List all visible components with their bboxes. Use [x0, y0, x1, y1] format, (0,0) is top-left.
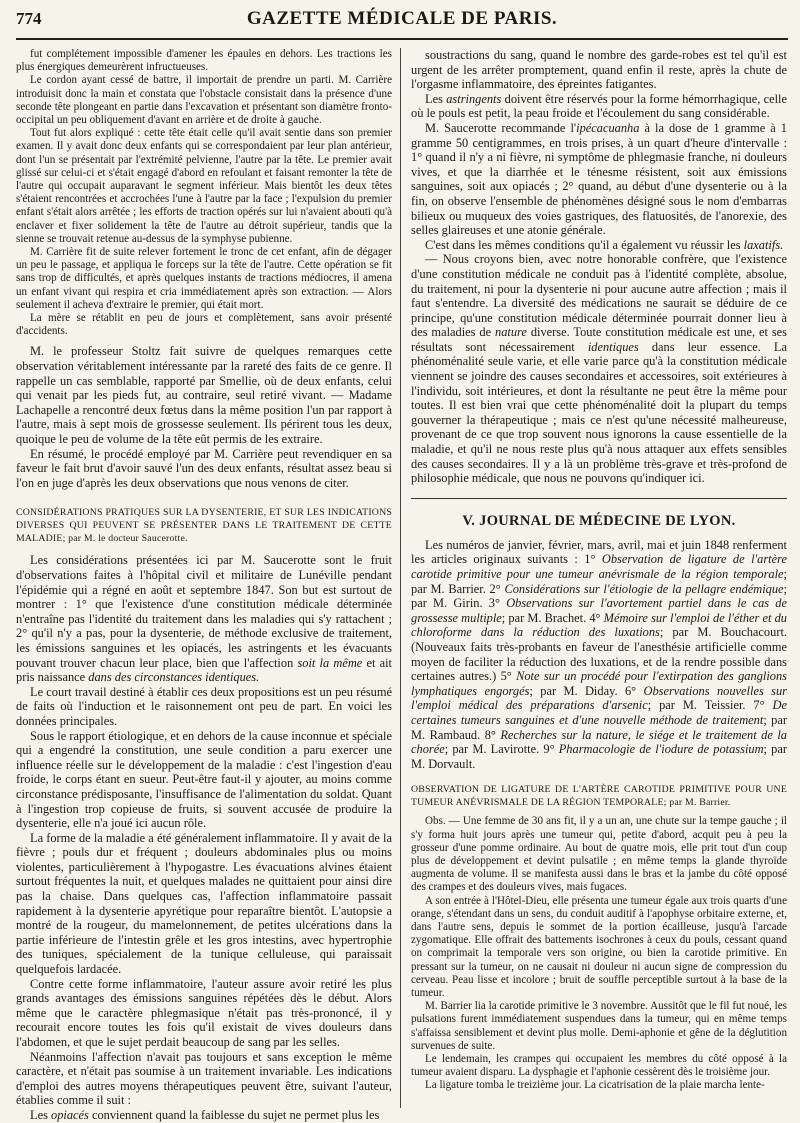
paragraph: [411, 538, 787, 772]
text-run: ; par M. Rambaud. 8°: [411, 712, 787, 742]
journal-title: GAZETTE MÉDICALE DE PARIS.: [246, 8, 558, 29]
text-run: diverse. Toute constitution médicale est une, et ses résultats sont nécessairement: [411, 325, 787, 354]
paragraph: fut complétement impossible d'amener les épaules en dehors. Les tractions les plus énergiques demeurèrent infructueuses.: [16, 48, 392, 74]
text-run: C'est dans les mêmes conditions qu'il a également vu réussir les: [425, 237, 741, 252]
text-run: ; par M. Lavirotte. 9°: [444, 742, 555, 757]
text-run: conviennent quand la faiblesse du sujet ne permet plus les: [91, 1107, 380, 1122]
paragraph: [411, 121, 787, 238]
text-run: ; par M. Diday. 6°: [529, 683, 637, 698]
right-column: [401, 48, 787, 1108]
paragraph: [411, 92, 787, 121]
italic-run: Mémoire sur l'emploi de l'éther et du chloroforme dans la réduction des luxations: [411, 610, 787, 640]
paragraph: M. le professeur Stoltz fait suivre de quelques remarques cette observation véritablement intéressante par la rareté des faits de ce genre. Il rappelle un cas semblable, rapporté par Smellie, où de deux enfants, celui qui venait par les pieds fut, au contraire, seul retiré vivant. — Madame Lachapelle a rencontré deux fœtus dans la même position l'un par rapport à l'autre, mais à sept mois de grossesse seulement. Ils périrent tous les deux, quoique le peu de volume de la tête eût permis de les extraire.: [16, 344, 392, 447]
section-title: OBSERVATION DE LIGATURE DE L'ARTÈRE CAROTIDE PRIMITIVE POUR UNE TUMEUR ANÉVRISMALE DE LA RÉGION TEMPORALE: [411, 784, 787, 809]
text-run: dans leur essence. La phénoménalité seule varie, et elle varie parce qu'à la constitution médicale viennent se joindre des causes secondaires et accessoires, soit extérieures à l'individu, soit intérieures, et dont la résultante ne peut être la même pour toutes. Il est bien vrai que cette phénoménalité doit la plupart du temps gouverner la thérapeutique ; mais ce n'est qu'une nécessité malheureuse, provenant de ce que trop souvent nous ignorons la cause essentielle de la maladie, et qu'il ne nous reste plus qu'à nous attaquer aux effets sensibles des causes secondaires. Il y a là un problème très-grave et très-profond de philosophie médicale, que nous ne pouvons qu'indiquer ici.: [411, 339, 787, 486]
paragraph: [411, 252, 787, 486]
text-run: ; par M. Barrier. 2°: [411, 567, 787, 596]
paragraph: La forme de la maladie a été généralement inflammatoire. Il y avait de la fièvre ; pouls dur et fréquent ; douleurs abdominales plus ou moins violentes, particulièrement à l'hypogastre. Les évacuations alvines étaient surtout fréquentes la nuit, et quelques malades ne quittaient pour ainsi dire pas la chaise. Dans quelques cas, l'affection inflammatoire passait rapidement à la dysenterie apyrétique pour reparaître bientôt. L'autopsie a montré de la rougeur, du mamelonnement, de petites ulcérations dans la partie inférieure de l'intestin grêle et les gros intestins, avec hypertrophie des tuniques, spécialement de la tunique celluleuse, qui paraissait quelquefois lardacée.: [16, 830, 392, 977]
italic-run: opiacés: [51, 1107, 89, 1122]
italic-run: Observation de ligature de l'artère carotide primitive pour une tumeur anévrismale de la région temporale: [411, 552, 787, 581]
italic-run: soit la même: [297, 655, 363, 670]
text-run: ; par M. Bouchacourt. (Nouveaux faits très-probants en faveur de l'anesthésie artificielle comme moyen de faciliter la réduction des luxations, et de la rendre possible dans certaines autres.) 5°: [411, 625, 787, 684]
paragraph: La ligature tomba le treizième jour. La cicatrisation de la plaie marcha lente-: [425, 1079, 765, 1092]
text-run: Les considérations présentées ici par M. Saucerotte sont le fruit d'observations faites à l'hôpital civil et militaire de Lunéville pendant l'épidémie qui a régné en août et septembre 1847. Son but est surtout de montrer : 1° que l'existence d'une constitution médicale déterminée n'entraîne pas l'identité du traitement dans les maladies qui s'y rattachent ; 2° qu'il n'y a pas, pour la dysenterie, de méthode exclusive de traitement, les émissions sanguines et les opiacés, les astringents et les évacuants pouvant trouver chacun leur place, bien que l'affection: [16, 553, 392, 670]
section-heading-dysentery: [16, 506, 392, 545]
italic-run: nature: [495, 325, 527, 340]
paragraph: soustractions du sang, quand le nombre des garde-robes est tel qu'il est urgent de les arrêter promptement, quand enfin il reste, après la chute de l'orgasme inflammatoire, des épreintes fatigantes.: [411, 48, 787, 92]
paragraph: Sous le rapport étiologique, et en dehors de la cause inconnue et spéciale qui a engendré la constitution, une seule condition a paru exercer une influence réelle sur le développement de la maladie : c'est l'ingestion d'eau froide, le corps étant en sueur. Peut-être faut-il y ajouter, au moins comme circonstance prédisposante, l'insuffisance de l'alimentation du soldat. Quant à l'ingestion trop copieuse de fruits, si souvent accusée de produire la dysenterie, elle n'a joué ici aucun rôle.: [16, 728, 392, 831]
text-run: ; par M. Girin. 3°: [411, 581, 787, 611]
text-run: Les: [30, 1107, 48, 1122]
italic-run: Note sur un procédé pour l'extirpation des ganglions lymphatiques engorgés: [411, 669, 787, 698]
text-run: ; par M. Dorvault.: [411, 742, 787, 771]
section-rule: [411, 498, 787, 499]
page-number: 774: [16, 9, 42, 28]
paragraph: Le cordon ayant cessé de battre, il importait de prendre un parti. M. Carrière introduisit donc la main et constata que l'obstacle consistait dans la présence d'une seconde tête plongeant en partie dans l'excavation et présentant son diamètre fronto-occipital un peu obliquement d'avant en arrière et de droite à gauche.: [16, 74, 392, 127]
paragraph: Contre cette forme inflammatoire, l'auteur assure avoir retiré les plus grands avantages des émissions sanguines répétées dès le début. Alors même que le caractère phlegmasique n'était pas très-prononcé, il y recourait encore toutes les fois qu'il existait de vives douleurs dans l'abdomen, et que le sujet perdait beaucoup de sang par les selles.: [16, 976, 392, 1049]
columns: [16, 48, 788, 1122]
page-header: [16, 8, 788, 38]
text-run: M. Saucerotte recommande l': [425, 120, 577, 135]
text-run: ; par M. Teissier. 7°: [647, 698, 765, 713]
journal-heading: V. JOURNAL DE MÉDECINE DE LYON.: [462, 512, 736, 529]
text-run: Les: [425, 91, 443, 106]
italic-run: Recherches sur la nature, le siége et le traitement de la chorée: [411, 727, 787, 757]
text-run: — Nous croyons bien, avec notre honorable confrère, que l'existence d'une constitution médicale ne conduit pas à l'identité complète, absolue, du traitement, ni pour la dysenterie ni pour aucune autre affection ; mais il faut s'entendre. La diversité des médications ne saurait se déduire de ce principe, qu'une constitution médicale déterminée pourrait donner lieu à des maladies de: [411, 252, 787, 340]
italic-run: ipécacuanha: [576, 120, 640, 135]
italic-run: Observations nouvelles sur l'emploi médical des préparations d'arsenic: [411, 683, 787, 713]
section-heading-carotid: [411, 783, 787, 809]
italic-run: dans des circonstances identiques.: [88, 670, 260, 685]
paragraph: [16, 553, 392, 684]
text-run: et ait pris naissance: [16, 655, 392, 685]
paragraph: M. Carrière fit de suite relever fortement le tronc de cet enfant, afin de dégager un peu le passage, et appliqua le forceps sur la tête de l'autre. Cette opération se fit sans trop de difficultés, et après quelques instants de tractions médiocres, il amena un enfant vivant qui respira et cria immédiatement après son extraction. — Alors seulement il acheva d'extraire le premier, qui était mort.: [16, 246, 392, 311]
left-column: [16, 48, 400, 1122]
text-run: doivent être réservés pour la forme hémorrhagique, celle où le pouls est petit, la peau froide et l'écoulement du sang considérable.: [411, 91, 788, 121]
paragraph: La mère se rétablit en peu de jours et complètement, sans avoir présenté d'accidents.: [16, 312, 392, 338]
text-run: Les numéros de janvier, février, mars, avril, mai et juin 1848 renferment les articles originaux suivants : 1°: [411, 537, 787, 567]
paragraph: A son entrée à l'Hôtel-Dieu, elle présenta une tumeur égale aux trois quarts d'une orange, s'étendant dans un sens, du conduit auditif à l'apophyse orbitaire externe, et, dans l'autre sens, depuis le sommet de la portion écailleuse, jusqu'à l'arcade zygomatique. Elle offrait des battements isochrones à ceux du pouls, cessant quand on comprimait la temporale vers son origine, ou bien la carotide primitive. En pressant sur la tumeur, on ne causait ni douleur ni aucun signe de compression du cerveau. Peau lisse et incolore ; bruit de souffle perceptible surtout à la base de la tumeur.: [411, 894, 787, 999]
header-rule: [16, 38, 788, 40]
italic-run: Observations sur l'avortement partiel dans le cas de grossesse multiple: [411, 596, 787, 625]
paragraph: Obs. — Une femme de 30 ans fit, il y a un an, une chute sur la tempe gauche ; il s'y forma huit jours après une tumeur qui, petite d'abord, acquit peu à peu la grosseur d'une pomme ordinaire. Au bout de quatre mois, elle prit tout d'un coup plus de développement et devint pulsatile ; en même temps la glande thyroïde augmenta de volume. Il se manifesta aussi dans le bras et la jambe du côté opposé des crampes et des douleurs vives, mais fugaces.: [411, 815, 787, 894]
paragraph: Le lendemain, les crampes qui occupaient les membres du côté opposé à la tumeur avaient disparu. La dysphagie et l'aphonie cessèrent dès le troisième jour.: [411, 1052, 787, 1079]
paragraph: Tout fut alors expliqué : cette tête était celle qu'il avait sentie dans son premier examen. Il y avait donc deux enfants qui se correspondaient par leur plan antérieur, dont l'un se présentait par l'extrémité pelvienne, l'autre par la tête. Le premier avait glissé sur celui-ci et s'était engagé d'abord en refoulant et faisant remonter la tête de l'autre qui occupait auparavant le segment inférieur. Mais bientôt les deux têtes s'étaient rencontrées et accrochées l'une à l'autre par la face ; l'expulsion du premier enfant s'était alors arrêtée ; les efforts de traction opérés sur lui n'avaient abouti qu'à enclaver et fixer solidement la tête de l'autre au détroit supérieur, tandis que la sienne se trouvait retenue au-dessus de la symphyse pubienne.: [16, 127, 392, 245]
italic-run: Pharmacologie de l'iodure de potassium: [558, 742, 764, 757]
paragraph: Le court travail destiné à établir ces deux propositions est un peu résumé de faits où l'induction et le raisonnement ont peu de part. En voici les données principales.: [16, 684, 392, 728]
text-run: à la dose de 1 gramme à 1 gramme 50 centigrammes, en trois prises, à un quart d'heure d'intervalle : 1° quand il n'y a ni fièvre, ni symptôme de phlegmasie franche, ni douleurs vives, et que la diarrhée et le ténesme résistent, soit aux émissions sanguines, soit aux opiacés ; 2° quand, au début d'une dysenterie ou à la fin, on observe l'ensemble de phénomènes désigné sous le nom d'embarras bilieux ou muqueux des voies gastriques, des flatuosités, de l'anorexie, des selles glaireuses et une atonie générale.: [411, 120, 787, 238]
italic-run: laxatifs.: [743, 237, 784, 252]
section-author: ; par M. Barrier.: [663, 797, 731, 809]
section-title: CONSIDÉRATIONS PRATIQUES SUR LA DYSENTERIE, ET SUR LES INDICATIONS DIVERSES QUI PEUVENT SE PRÉSENTER DANS LE TRAITEMENT DE CETTE MALADIE: [16, 507, 392, 545]
italic-run: astringents: [446, 91, 502, 106]
text-run: ; par M. Brachet. 4°: [501, 610, 601, 625]
paragraph: M. Barrier lia la carotide primitive le 3 novembre. Aussitôt que le fil fut noué, les pulsations furent immédiatement suspendues dans la tumeur, qui en même temps s'affaissa sensiblement et devint plus molle. Demi-aphonie et gêne de la déglutition survenues de suite.: [411, 1000, 787, 1052]
italic-run: Considérations sur l'étiologie de la pellagre endémique: [504, 581, 784, 596]
paragraph: [16, 1108, 392, 1123]
italic-run: identiques: [587, 339, 639, 354]
section-author: ; par M. le docteur Saucerotte.: [62, 533, 188, 545]
paragraph: En résumé, le procédé employé par M. Carrière peut revendiquer en sa faveur le fait brut d'avoir sauvé l'un des deux enfants, résultat assez beau si l'on en juge d'après les deux observations que nous venons de citer.: [16, 446, 392, 490]
paragraph: [411, 238, 787, 253]
italic-run: De certaines tumeurs sanguines et d'une nouvelle méthode de traitement: [411, 698, 787, 727]
paragraph: Néanmoins l'affection n'avait pas toujours et sans exception le même caractère, et n'était pas soumise à un traitement invariable. Les indications d'emploi des autres moyens thérapeutiques peuvent être, suivant l'auteur, établies comme il suit :: [16, 1049, 392, 1108]
